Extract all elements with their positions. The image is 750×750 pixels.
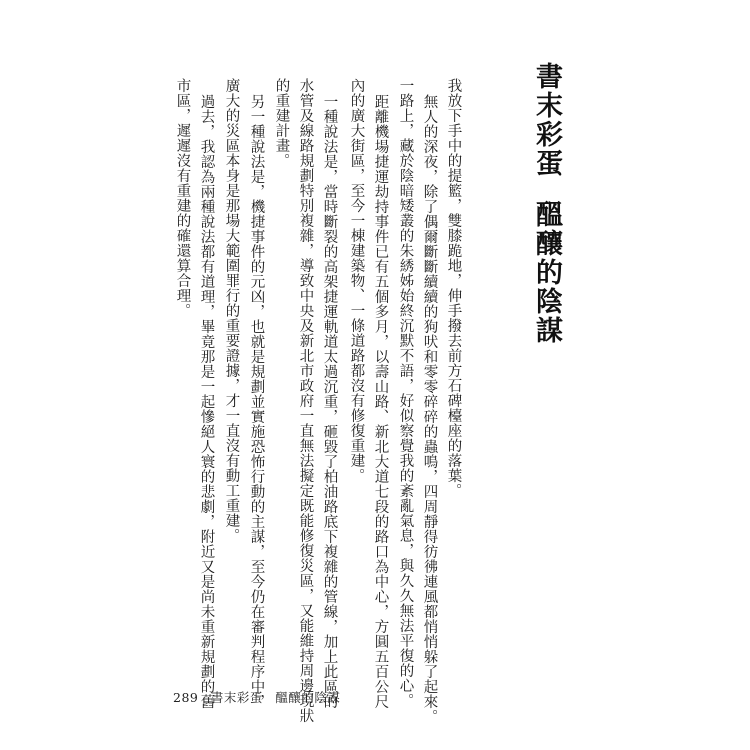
footer-section: 書末彩蛋 — [210, 690, 263, 705]
text-column-7: 水管及線路規劃特別複雜，導致中央及新北市政府一直無法擬定既能修復災區，又能維持周邊現狀 — [297, 78, 314, 723]
text-column-3: 一路上，藏於陰暗矮叢的朱綉姊始終沉默不語，好似察覺我的紊亂氣息，與久久無法平復的心。 — [397, 78, 414, 708]
footer-chapter: 醞釀的陰謀 — [275, 690, 341, 705]
text-column-4: 距離機場捷運劫持事件已有五個多月，以壽山路、新北大道七段的路口為中心，方圓五百公尺 — [372, 94, 389, 709]
text-column-5: 內的廣大街區，至今一棟建築物、一條道路都沒有修復重建。 — [348, 78, 365, 483]
text-column-9: 另一種說法是，機捷事件的元凶，也就是規劃並實施恐怖行動的主謀，至今仍在審判程序中， — [248, 94, 265, 709]
text-column-8: 的重建計畫。 — [273, 78, 290, 168]
running-footer — [173, 688, 348, 706]
text-column-6: 一種說法是，當時斷裂的高架捷運軌道太過沉重，砸毀了柏油路底下複雜的管線，加上此區的 — [321, 94, 338, 709]
text-column-10: 廣大的災區本身是那場大範圍罪行的重要證據，才一直沒有動工重建。 — [223, 78, 240, 543]
text-column-11: 過去，我認為兩種說法都有道理，畢竟那是一起慘絕人寰的悲劇，附近又是尚未重新規劃的舊 — [198, 94, 215, 709]
text-column-1: 我放下手中的提籃，雙膝跪地，伸手撥去前方石碑檯座的落葉。 — [445, 78, 462, 498]
text-column-12: 市區，遲遲沒有重建的確還算合理。 — [174, 78, 191, 318]
title-part-2: 醞釀的陰謀 — [531, 200, 562, 345]
text-column-2: 無人的深夜，除了偶爾斷斷續續的狗吠和零零碎碎的蟲鳴，四周靜得彷彿連風都悄悄躲了起來。 — [421, 94, 438, 724]
chapter-title — [533, 62, 560, 345]
page-number: 289 — [173, 690, 199, 705]
title-part-1: 書末彩蛋 — [531, 62, 562, 178]
